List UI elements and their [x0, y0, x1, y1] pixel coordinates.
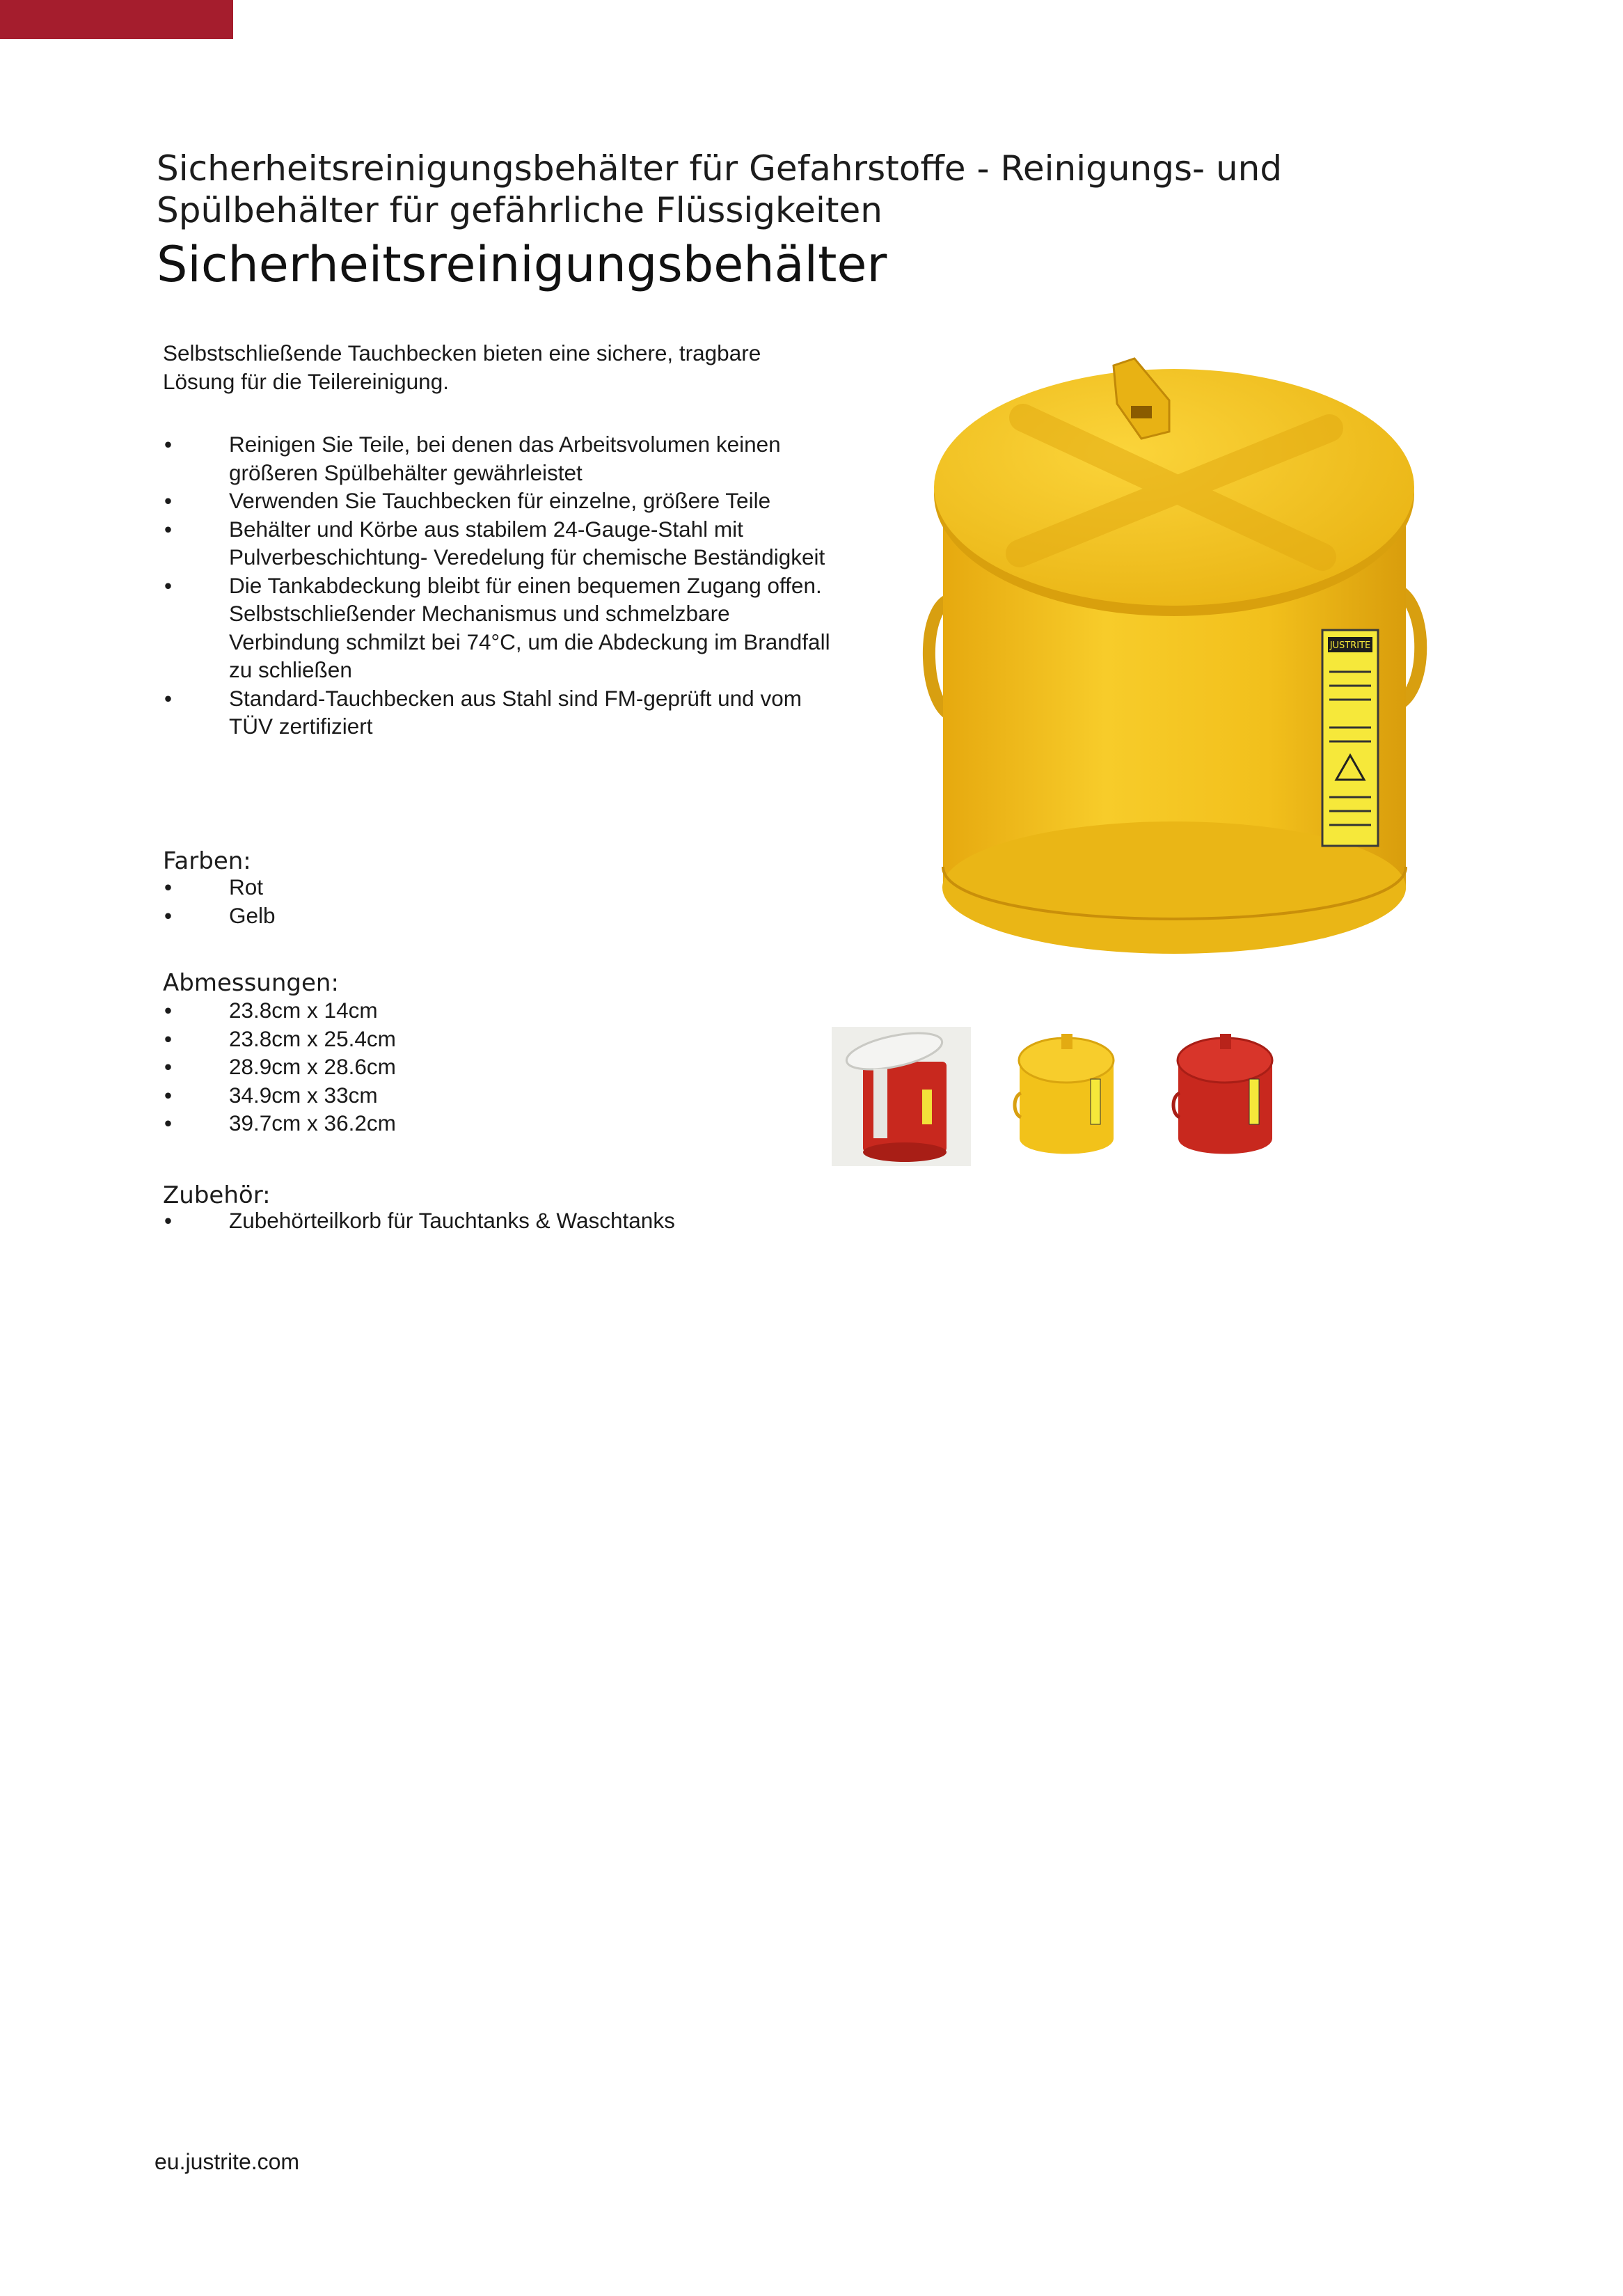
footer-url[interactable]: eu.justrite.com: [155, 2149, 300, 2174]
page-title: Sicherheitsreinigungsbehälter: [157, 236, 887, 293]
product-image-yellow-dip-tank: [884, 352, 1462, 978]
list-item: • Verwenden Sie Tauchbecken für einzelne, größere Teile: [163, 487, 831, 515]
intro-paragraph: Selbstschließende Tauchbecken bieten eine sichere, tragbare Lösung für die Teilereinigung.: [163, 340, 761, 394]
list-item: • Standard-Tauchbecken aus Stahl sind FM-geprüft und vom TÜV zertifiziert: [163, 684, 831, 741]
list-item: • Rot: [163, 873, 276, 902]
dimensions-heading: Abmessungen:: [163, 969, 339, 997]
list-item: • 23.8cm x 14cm: [163, 996, 396, 1025]
thumbnail-yellow-tank[interactable]: [995, 1027, 1134, 1166]
list-item: • Gelb: [163, 902, 276, 930]
list-item: • Reinigen Sie Teile, bei denen das Arbeitsvolumen keinen größeren Spülbehälter gewährleistet: [163, 430, 831, 487]
list-item: • 39.7cm x 36.2cm: [163, 1109, 396, 1138]
list-item: • Behälter und Körbe aus stabilem 24-Gauge-Stahl mit Pulverbeschichtung- Veredelung für chemische Beständigkeit: [163, 515, 831, 572]
dimensions-list: [163, 996, 396, 1138]
label-brand-text: JUSTRITE: [1329, 640, 1371, 651]
thumbnail-red-tank-open[interactable]: [832, 1027, 971, 1166]
accessories-heading: Zubehör:: [163, 1181, 271, 1209]
accessories-list: [163, 1206, 675, 1235]
feature-list: [163, 430, 831, 741]
category-title: Sicherheitsreinigungsbehälter für Gefahrstoffe - Reinigungs- und Spülbehälter für gefährliche Flüssigkeiten: [157, 148, 1283, 230]
thumbnail-red-tank[interactable]: [1154, 1027, 1293, 1166]
colors-heading: Farben:: [163, 847, 251, 875]
list-item: • 34.9cm x 33cm: [163, 1081, 396, 1110]
list-item: • Zubehörteilkorb für Tauchtanks & Waschtanks: [163, 1206, 675, 1235]
colors-list: [163, 873, 276, 929]
list-item: • 23.8cm x 25.4cm: [163, 1025, 396, 1053]
list-item: • Die Tankabdeckung bleibt für einen bequemen Zugang offen. Selbstschließender Mechanismus und schmelzbare Verbindung schmilzt bei 74°C, um die Abdeckung im Brandfall zu schließen: [163, 572, 831, 684]
list-item: • 28.9cm x 28.6cm: [163, 1053, 396, 1081]
accent-bar: [0, 0, 233, 39]
